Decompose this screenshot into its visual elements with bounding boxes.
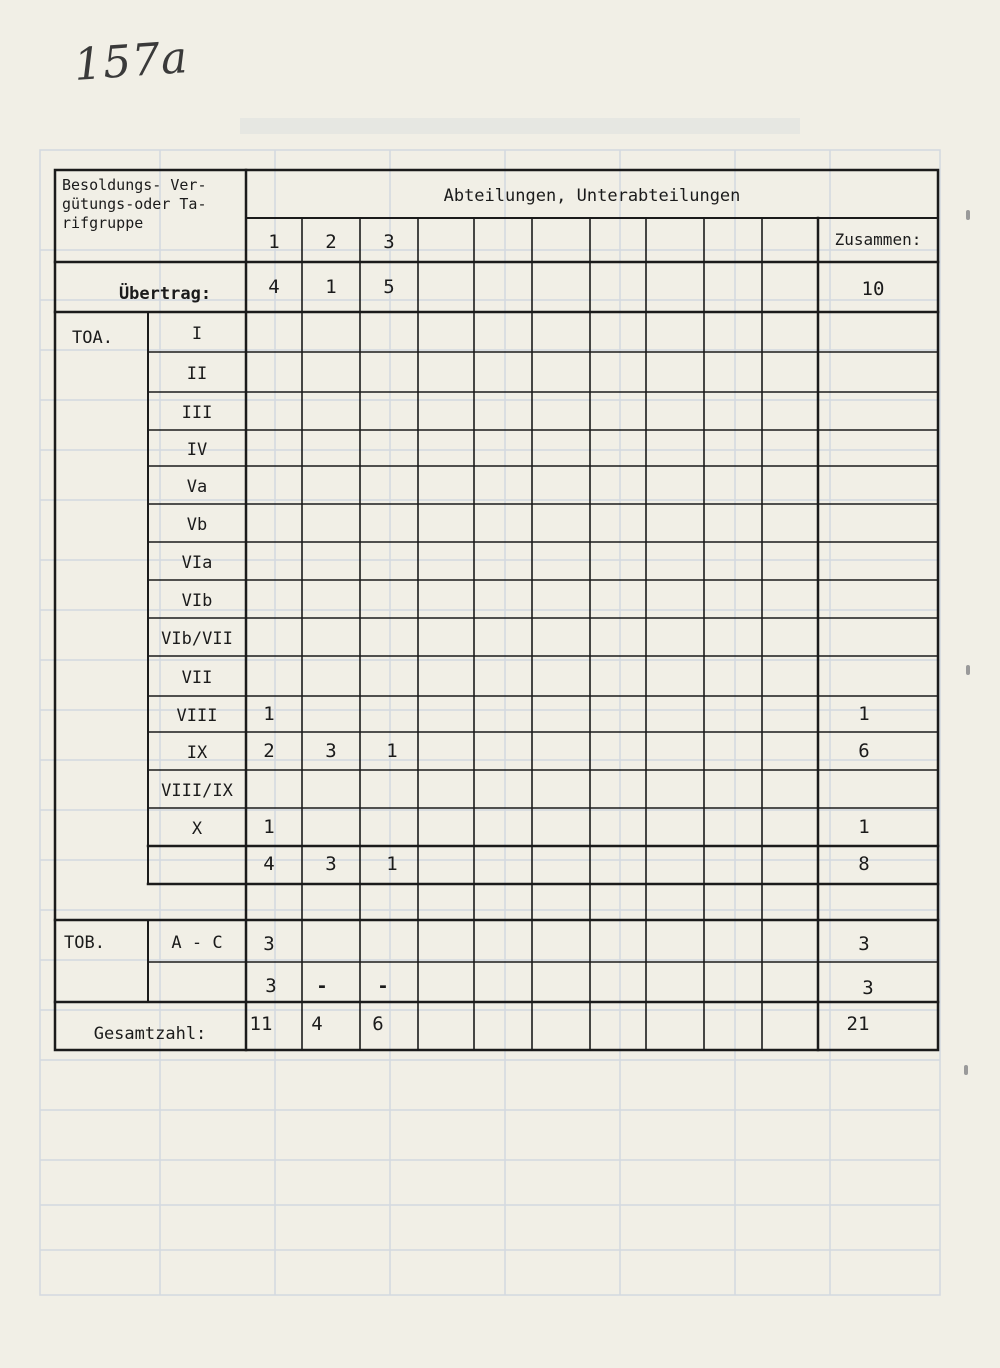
toa-cell-dept-3: 1 [386,740,398,762]
toa-label: TOA. [72,328,113,348]
group-column-header: Besoldungs- Ver- gütungs-oder Ta- rifgruppe [62,176,207,232]
toa-group-label: VIb/VII [161,629,233,649]
toa-group-label: IV [186,440,208,460]
carryover-label: Übertrag: [118,284,212,304]
dept-number-3: 3 [383,231,395,253]
toa-subtotal-dept-1: 4 [263,853,275,875]
toa-group-label: Vb [186,515,208,535]
tob-a-c-total: 3 [858,933,870,955]
toa-subtotal-dept-2: 3 [325,853,337,875]
grand-total-dept-3: 6 [372,1013,384,1035]
carryover-total: 10 [861,278,885,300]
carryover-dept-2: 1 [325,276,337,298]
grand-total-dept-1: 11 [249,1013,273,1035]
toa-group-label: Va [186,477,208,497]
toa-cell-dept-1: 2 [263,740,275,762]
toa-row-total: 1 [858,816,870,838]
tob-subtotal-dept-2: - [316,975,328,997]
toa-cell-dept-2: 3 [325,740,337,762]
grand-total-label: Gesamtzahl: [93,1024,207,1044]
toa-cell-dept-1: 1 [263,703,275,725]
toa-group-label: VII [181,668,213,688]
tob-subtotal-dept-3: - [377,975,389,997]
tob-group-a-c: A - C [171,933,223,953]
tob-subtotal-dept-1: 3 [265,975,277,997]
toa-group-label: X [191,819,203,839]
dept-number-1: 1 [268,231,280,253]
handwritten-page-number: 157a [72,32,190,91]
tob-subtotal-total: 3 [862,977,874,999]
grand-total-dept-2: 4 [311,1013,323,1035]
tob-a-c-dept-1: 3 [263,933,275,955]
toa-group-label: VIII [176,706,218,726]
toa-row-total: 1 [858,703,870,725]
toa-subtotal-dept-3: 1 [386,853,398,875]
toa-group-label: III [181,403,213,423]
toa-group-label: VIII/IX [161,781,233,801]
toa-row-total: 6 [858,740,870,762]
toa-subtotal-total: 8 [858,853,870,875]
carryover-dept-3: 5 [383,276,395,298]
carryover-dept-1: 4 [268,276,280,298]
grand-total-total: 21 [846,1013,870,1035]
toa-group-label: VIb [181,591,213,611]
total-column-header: Zusammen: [834,230,922,249]
tob-label: TOB. [64,933,105,953]
toa-group-label: II [186,364,208,384]
toa-group-label: I [191,324,203,344]
departments-header: Abteilungen, Unterabteilungen [443,186,741,206]
toa-group-label: IX [186,743,208,763]
toa-cell-dept-1: 1 [263,816,275,838]
dept-number-2: 2 [325,231,337,253]
toa-group-label: VIa [181,553,213,573]
